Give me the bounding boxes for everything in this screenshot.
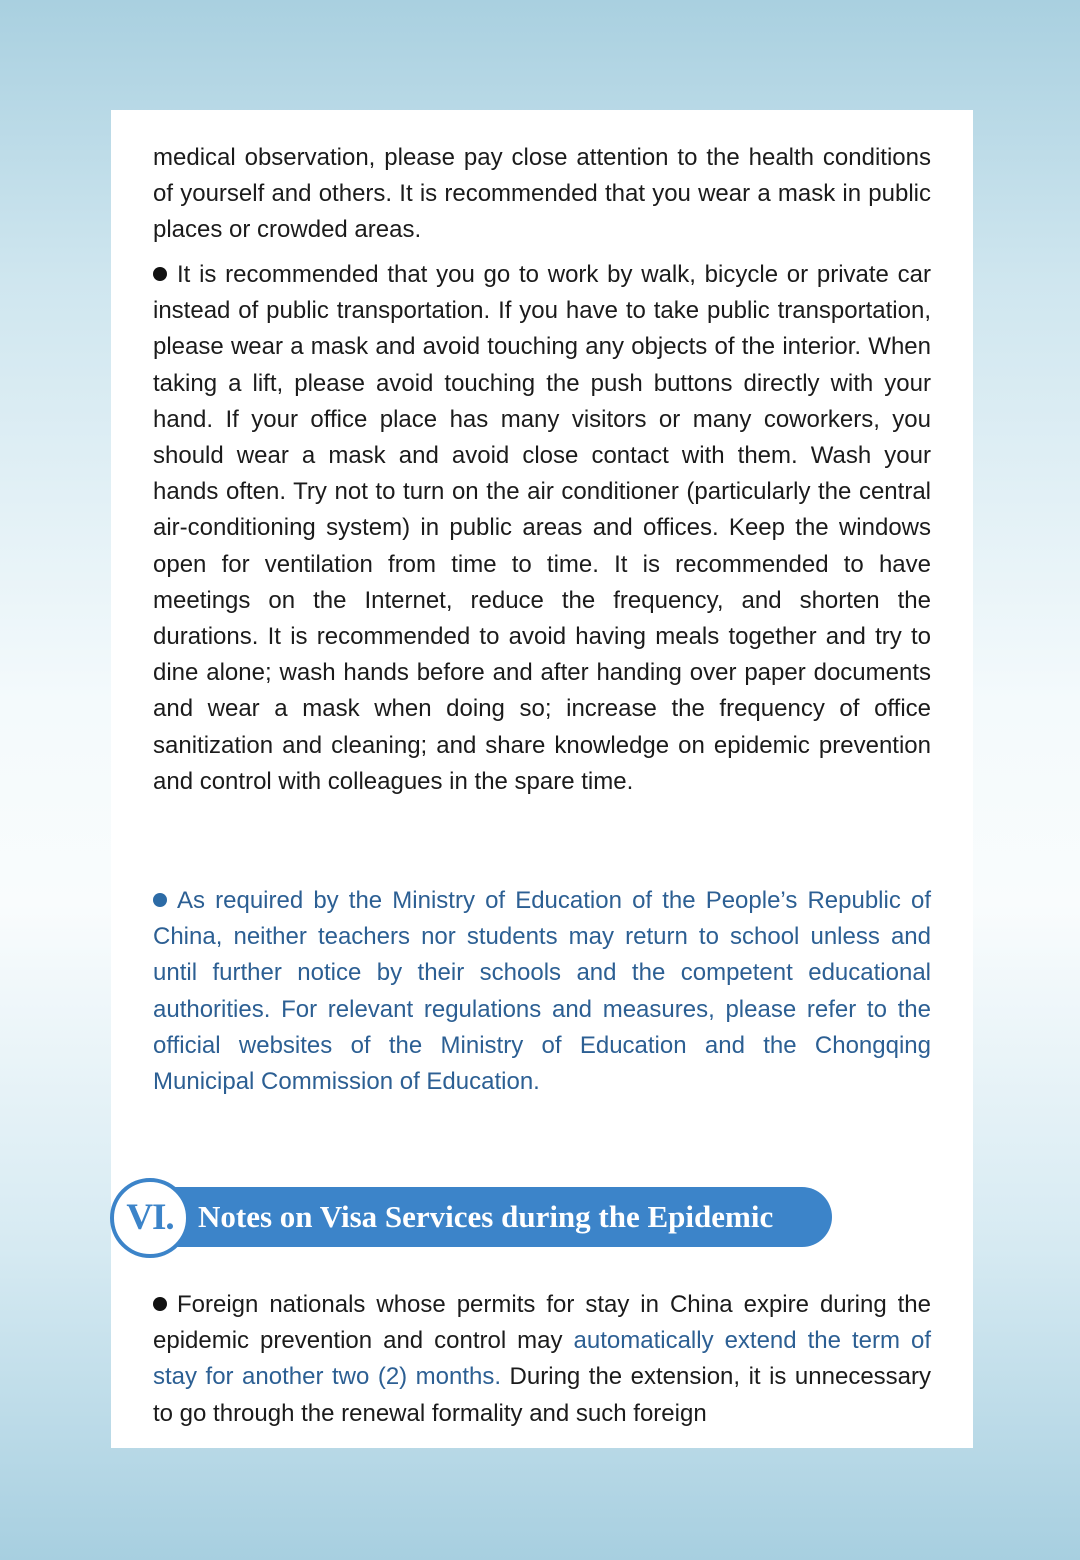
- section-number-badge: VI.: [110, 1178, 190, 1258]
- section-title: Notes on Visa Services during the Epidemic: [198, 1199, 774, 1234]
- paragraph-text-part1: Foreign nationals whose permits for stay in China expire during the epidemic prevention and control may: [153, 1291, 931, 1355]
- paragraph-visa-extension: [153, 1287, 931, 1432]
- paragraph-text: As required by the Ministry of Education of the People’s Republic of China, neither teachers nor students may return to school unless and until further notice by their schools and the competent educational authorities. For relevant regulations and measures, please refer to the official websites of the Ministry of Education and the Chongqing Municipal Commission of Education.: [153, 887, 931, 1096]
- bullet-icon: [153, 1297, 167, 1311]
- bullet-icon: [153, 267, 167, 281]
- highlighted-extension-text: automatically extend the term of stay for another two (2) months.: [153, 1327, 931, 1391]
- paragraph-text: medical observation, please pay close attention to the health conditions of yourself and others. It is recommended that you wear a mask in public places or crowded areas.: [153, 144, 931, 244]
- section-heading-banner: [110, 1178, 835, 1258]
- paragraph-education-notice: [153, 883, 931, 1100]
- paragraph-text-part2: During the extension, it is unnecessary to go through the renewal formality and such foreign: [153, 1363, 932, 1427]
- paragraph-health-observation: [153, 140, 931, 249]
- bullet-icon: [153, 893, 167, 907]
- paragraph-commute-office: [153, 257, 931, 800]
- paragraph-text: It is recommended that you go to work by walk, bicycle or private car instead of public transportation. If you have to take public transportation, please wear a mask and avoid touching any objects of the interior. When taking a lift, please avoid touching the push buttons directly with your hand. If your office place has many visitors or many coworkers, you should wear a mask and avoid close contact with them. Wash your hands often. Try not to turn on the air conditioner (particularly the central air-conditioning system) in public areas and offices. Keep the windows open for ventilation from time to time. It is recommended to have meetings on the Internet, reduce the frequency, and shorten the durations. It is recommended to avoid having meals together and try to dine alone; wash hands before and after handing over paper documents and wear a mask when doing so; increase the frequency of office sanitization and cleaning; and share knowledge on epidemic prevention and control with colleagues in the spare time.: [153, 261, 931, 795]
